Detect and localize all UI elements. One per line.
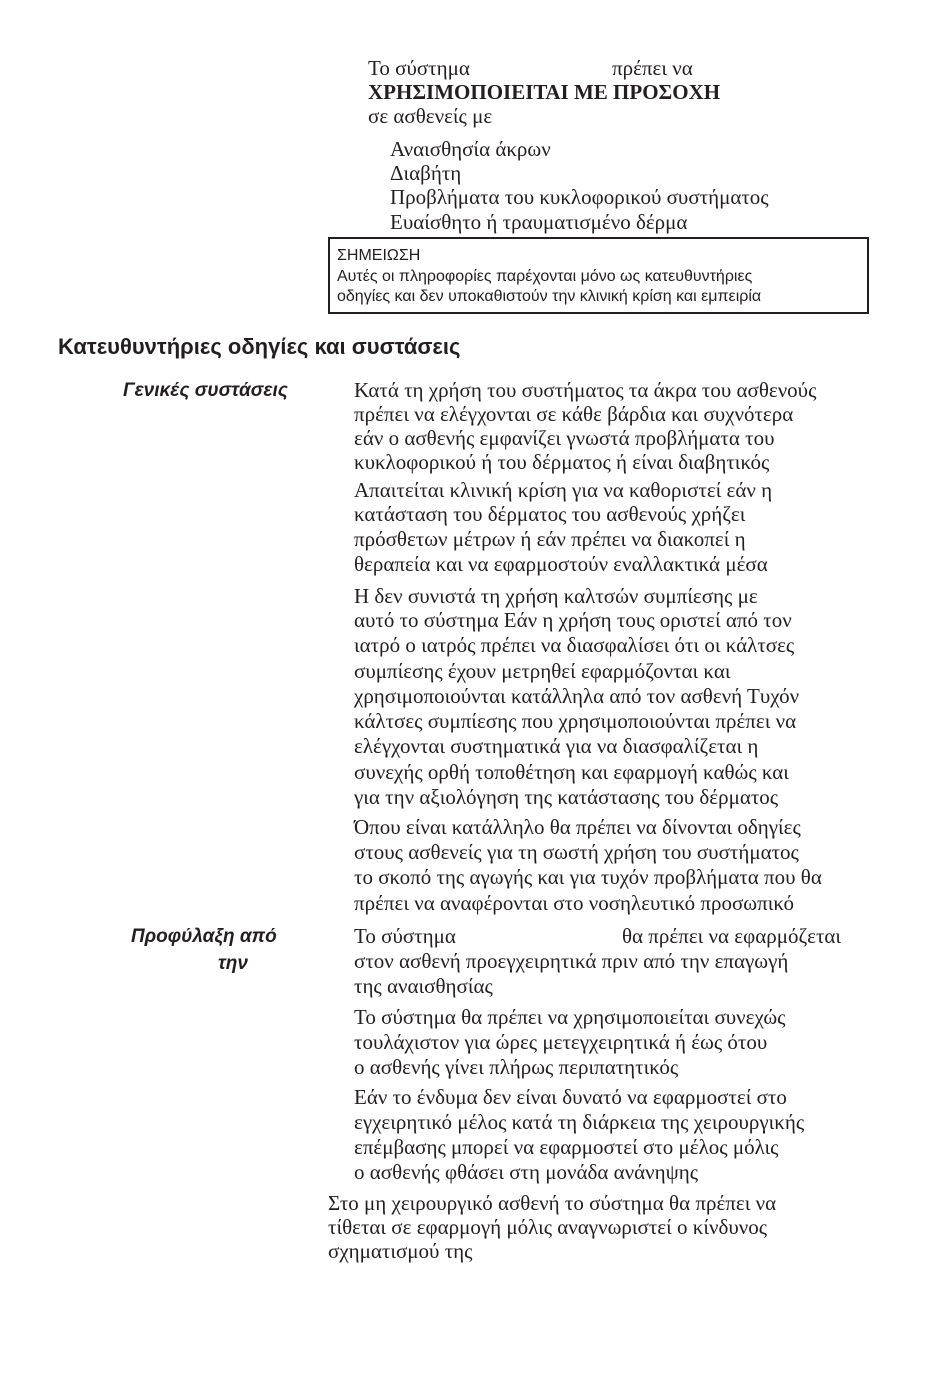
text-line: χρησιμοποιούνται κατάλληλα από τον ασθενή Τυχόν xyxy=(354,684,800,708)
prophylaxis-label-line: την xyxy=(218,953,248,974)
text-line: Το σύστημα θα πρέπει να χρησιμοποιείται συνεχώς xyxy=(354,1005,786,1029)
section-heading: Κατευθυντήριες οδηγίες και συστάσεις xyxy=(58,334,461,359)
text-line: επέμβασης μπορεί να εφαρμοστεί στο μέλος μόλις xyxy=(354,1135,779,1159)
text-line: αυτό το σύστημα Εάν η χρήση τους οριστεί από τον xyxy=(354,608,792,632)
text-line: τουλάχιστον για ώρες μετεγχειρητικά ή έως ότου xyxy=(354,1030,768,1054)
text-line: σχηματισμού της xyxy=(328,1239,473,1263)
note-line: οδηγίες και δεν υποκαθιστούν την κλινική κρίση και εμπειρία xyxy=(337,288,762,305)
text-line: Η δεν συνιστά τη χρήση καλτσών συμπίεσης με xyxy=(354,584,758,608)
caution-item: Αναισθησία άκρων xyxy=(390,137,551,161)
text-line: ο ασθενής φθάσει στη μονάδα ανάνηψης xyxy=(354,1160,699,1184)
text-line: Όπου είναι κατάλληλο θα πρέπει να δίνονται οδηγίες xyxy=(354,815,801,839)
text-line: ο ασθενής γίνει πλήρως περιπατητικός xyxy=(354,1055,679,1079)
text-line: κάλτσες συμπίεσης που χρησιμοποιούνται πρέπει να xyxy=(354,709,797,733)
caution-item: Ευαίσθητο ή τραυματισμένο δέρμα xyxy=(390,210,688,234)
text-line: ιατρό ο ιατρός πρέπει να διασφαλίσει ότι οι κάλτσες xyxy=(354,633,795,657)
text-line: θεραπεία και να εφαρμοστούν εναλλακτικά μέσα xyxy=(354,552,768,576)
text-line: πρέπει να ελέγχονται σε κάθε βάρδια και συχνότερα xyxy=(354,402,794,426)
text-line: στον ασθενή προεγχειρητικά πριν από την επαγωγή xyxy=(354,949,789,973)
text-line: το σκοπό της αγωγής και για τυχόν προβλήματα που θα xyxy=(354,865,822,889)
text-line-end: θα πρέπει να εφαρμόζεται xyxy=(622,924,842,948)
text-line: Απαιτείται κλινική κρίση για να καθοριστεί εάν η xyxy=(354,478,773,502)
text-line: της αναισθησίας xyxy=(354,974,493,998)
caution-line1-end: πρέπει να xyxy=(612,56,693,80)
caution-line3: σε ασθενείς με xyxy=(368,104,493,128)
text-line: Στο μη χειρουργικό ασθενή το σύστημα θα πρέπει να xyxy=(328,1191,777,1215)
text-line: κυκλοφορικού ή του δέρματος ή είναι διαβητικός xyxy=(354,450,770,474)
prophylaxis-label-line: Προφύλαξη από xyxy=(131,926,277,947)
text-line: στους ασθενείς για τη σωστή χρήση του συστήματος xyxy=(354,840,799,864)
text-line: εγχειρητικό μέλος κατά τη διάρκεια της χειρουργικής xyxy=(354,1110,805,1134)
text-line: Εάν το ένδυμα δεν είναι δυνατό να εφαρμοστεί στο xyxy=(354,1085,787,1109)
text-line: συμπίεσης έχουν μετρηθεί εφαρμόζονται και xyxy=(354,659,731,683)
note-line: Αυτές οι πληροφορίες παρέχονται μόνο ως κατευθυντήριες xyxy=(337,268,753,285)
text-line-start: Το σύστημα xyxy=(354,924,456,948)
caution-item: Διαβήτη xyxy=(390,161,462,185)
text-line: πρέπει να αναφέρονται στο νοσηλευτικό προσωπικό xyxy=(354,891,794,915)
text-line: Κατά τη χρήση του συστήματος τα άκρα του ασθενούς xyxy=(354,378,817,402)
text-line: εάν ο ασθενής εμφανίζει γνωστά προβλήματα του xyxy=(354,426,775,450)
text-line: ελέγχονται συστηματικά για να διασφαλίζεται η xyxy=(354,734,759,758)
note-title: ΣΗΜΕΙΩΣΗ xyxy=(337,247,421,264)
caution-item: Προβλήματα του κυκλοφορικού συστήματος xyxy=(390,185,769,209)
text-line: συνεχής ορθή τοποθέτηση και εφαρμογή καθώς και xyxy=(354,760,789,784)
general-label: Γενικές συστάσεις xyxy=(123,380,288,401)
text-line: πρόσθετων μέτρων ή εάν πρέπει να διακοπεί η xyxy=(354,527,746,551)
caution-emphasis: ΧΡΗΣΙΜΟΠΟΙΕΙΤΑΙ ΜΕ ΠΡΟΣΟΧΗ xyxy=(368,80,721,104)
caution-line1-start: Το σύστημα xyxy=(368,56,470,80)
note-box xyxy=(328,237,869,314)
text-line: κατάσταση του δέρματος του ασθενούς χρήζει xyxy=(354,502,746,526)
text-line: τίθεται σε εφαρμογή μόλις αναγνωριστεί ο κίνδυνος xyxy=(328,1215,768,1239)
text-line: για την αξιολόγηση της κατάστασης του δέρματος xyxy=(354,785,779,809)
